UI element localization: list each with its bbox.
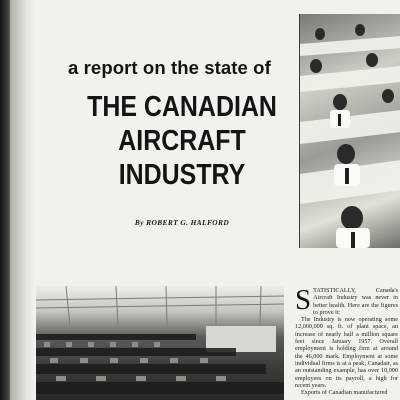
article-title-line-2: AIRCRAFT — [118, 125, 246, 157]
article-body-column — [295, 284, 398, 397]
article-paragraph-3: Exports of Canadian manufactured — [301, 389, 388, 397]
page-gutter-shadow — [10, 0, 34, 400]
article-lead-line: a report on the state of — [68, 57, 271, 78]
article-paragraph-1-text: TATISTICALLY, Canada's Aircraft Industry was never in better health. Here are the figures to prove it: — [313, 287, 398, 316]
book-binding — [0, 0, 10, 400]
article-paragraph-2: The Industry is now operating some 12,000,000 sq. ft. of plant space, an increase of nearly half a million square feet since January 1957. Overall employment is holding firm at around the 46,000 mark. Employment at some individual firms is at a peak; Canadair, as an outstanding example, has over 10,000 employees on its payroll, a high for recent years. — [295, 316, 398, 389]
drop-cap: S — [295, 284, 312, 316]
article-title — [84, 90, 280, 192]
photo-factory-floor — [36, 286, 284, 400]
photo-factory-floor-illustration — [36, 286, 284, 400]
photo-drafting-room-illustration — [300, 14, 400, 248]
article-paragraph-1 — [295, 284, 398, 316]
article-title-line-1: THE CANADIAN — [87, 91, 277, 123]
magazine-page — [10, 0, 400, 400]
article-byline: By ROBERT G. HALFORD — [134, 218, 230, 227]
article-title-line-3: INDUSTRY — [118, 159, 246, 191]
photo-drafting-room — [299, 14, 400, 248]
